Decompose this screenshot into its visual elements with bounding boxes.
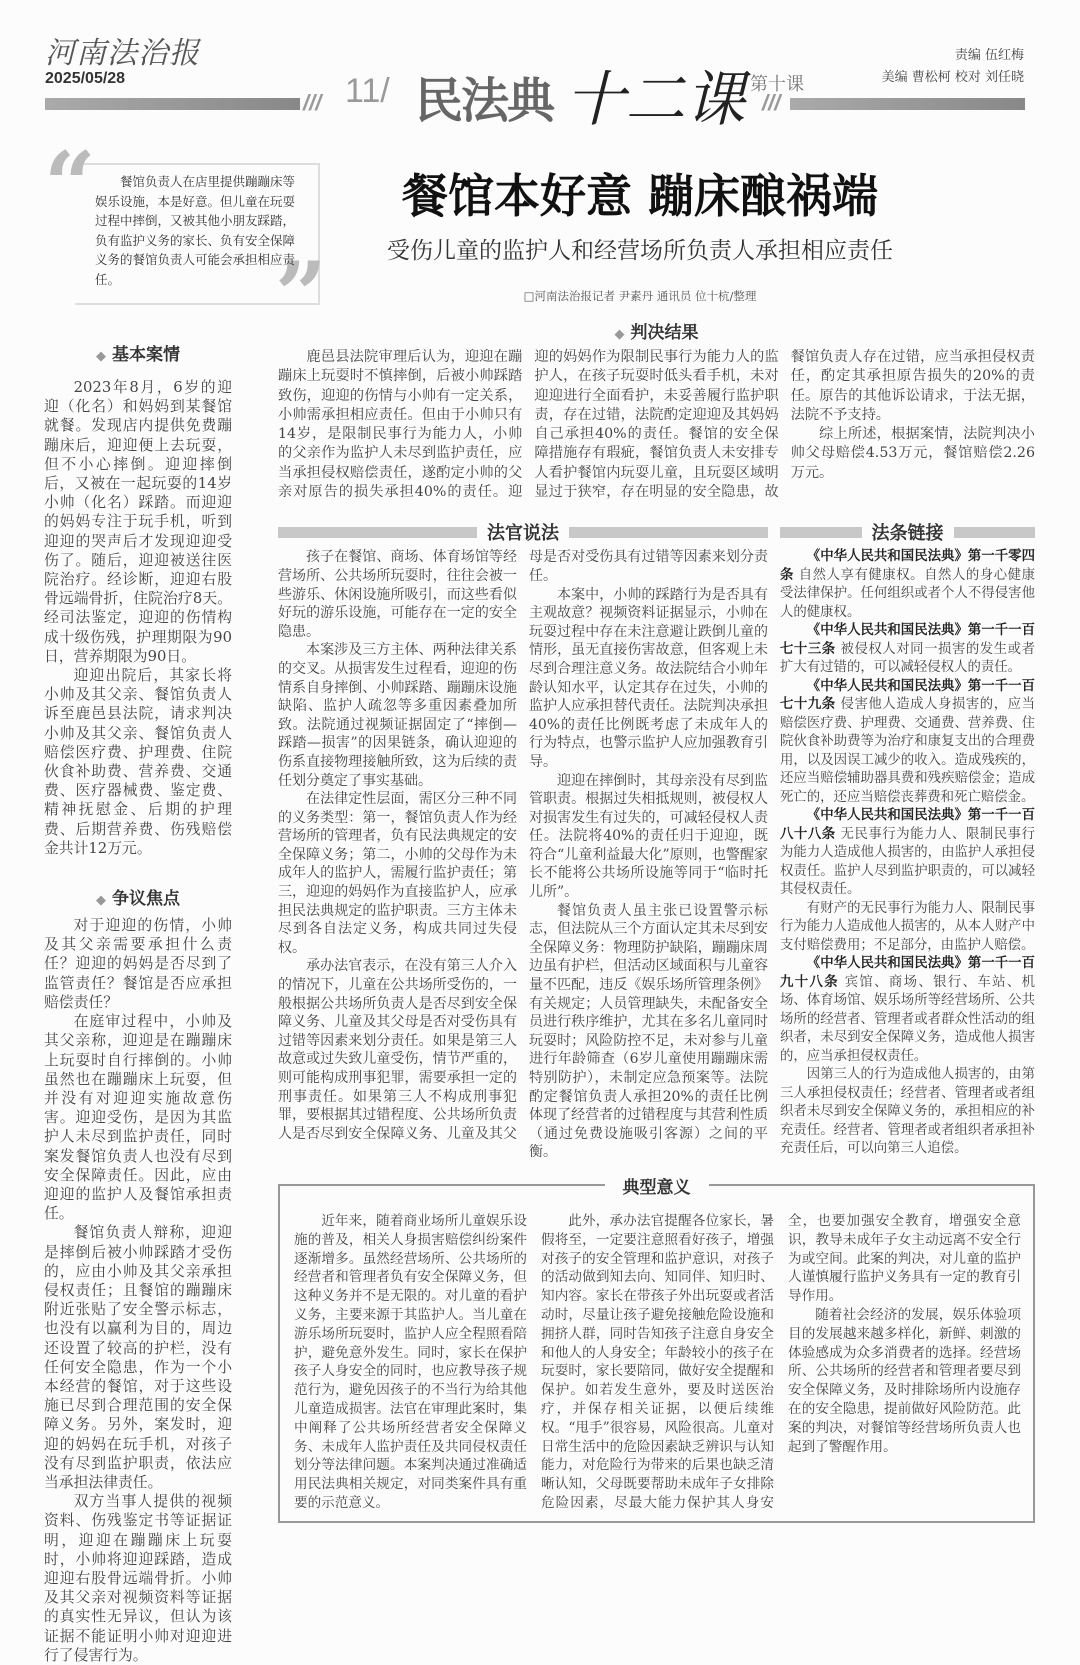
paragraph: 迎迎出院后，其家长将小帅及其父亲、餐馆负责人诉至鹿邑县法院，请求判决小帅及其父亲、餐馆负责人赔偿医疗费、护理费、住院伙食补助费、营养费、交通费、医疗器械费、鉴定费、精神抚慰金、后期的护理费、后期营养费、伤残赔偿金共计12万元。 [44, 667, 232, 857]
law-article-title: 《中华人民共和国民法典》第一千一百八十八条 [780, 808, 1035, 842]
diamond-icon: ◆ [614, 327, 625, 342]
section-header [780, 520, 1035, 544]
section-heading-significance: 典型意义 [605, 1173, 709, 1198]
paragraph: 随着社会经济的发展，娱乐体验项目的发展越来越多样化，新鲜、刺激的体验感成为众多消费者的选择。经营场所、公共场所的经营者和管理者要尽到安全保障义务，及时排除场所内设施存在的安全隐患，提前做好风险防范。此案的判决，对餐馆等经营场所负责人也起到了警醒作用。 [788, 1306, 1021, 1455]
pull-quote: 餐馆负责人在店里提供蹦蹦床等娱乐设施，本是好意。但儿童在玩耍过程中摔倒，又被其他小朋友踩踏，负有监护义务的家长、负有安全保障义务的餐馆负责人可能会承担相应责任。 [95, 174, 296, 287]
page-number: 11/ [345, 72, 390, 110]
law-article-body: 自然人享有健康权。自然人的身心健康受法律保护。任何组织或者个人不得侵害他人的健康权。 [780, 567, 1035, 620]
significance-text [294, 1212, 1021, 1513]
paragraph: 迎迎在摔倒时，其母亲没有尽到监管职责。根据过失相抵规则，被侵权人对损害发生有过失的，可减轻侵权人责任。法院将40%的责任归于迎迎，既符合“儿童利益最大化”原则，也警醒家长不能将公共场所设施等同于“临时托儿所”。 [529, 772, 768, 901]
paragraph: 餐馆负责人虽主张已设置警示标志，但法院从三个方面认定其未尽到安全保障义务：物理防护缺陷，蹦蹦床周边虽有护栏，但活动区域面积与儿童容量不匹配，违反《娱乐场所管理条例》有关规定；人员管理缺失，未配备安全员进行秩序维护，尤其在多名儿童同时玩耍时；风险防控不足，未对参与儿童进行年龄筛查（6岁儿童使用蹦蹦床需特别防护），未制定应急预案等。法院酌定餐馆负责人承担20%的责任比例体现了经营者的过错程度与其营利性质（通过免费设施吸引客源）之间的平衡。 [529, 902, 768, 1161]
section-rule [954, 527, 1036, 538]
section-title: 争议焦点 [112, 889, 180, 910]
close-quote-icon: ” [275, 242, 327, 348]
lesson-label: 第十课 [750, 74, 804, 95]
law-article-body: 被侵权人对同一损害的发生或者扩大有过错的，可以减轻侵权人的责任。 [780, 641, 1035, 676]
section-heading-basic-facts [44, 340, 232, 368]
diamond-icon: ◆ [96, 893, 106, 909]
diamond-icon: ◆ [96, 349, 106, 364]
law-article [780, 548, 1035, 622]
paragraph: 双方当事人提供的视频资料、伤残鉴定书等证据证明，迎迎在蹦蹦床上玩耍时，小帅将迎迎踩踏，造成迎迎右股骨远端骨折。小帅及其父亲对视频资料等证据的真实性无异议，但认为该证据不能证明小帅对迎迎进行了侵害行为。 [44, 1493, 232, 1664]
paragraph: 2023年8月，6岁的迎迎（化名）和妈妈到某餐馆就餐。发现店内提供免费蹦蹦床后，迎迎便上去玩耍，但不小心摔倒。迎迎摔倒后，又被在一起玩耍的14岁小帅（化名）踩踏。而迎迎的妈妈专注于玩手机，听到迎迎的哭声后才发现迎迎受伤了。随后，迎迎被送往医院治疗。经诊断，迎迎右股骨远端骨折，住院治疗8天。经司法鉴定，迎迎的伤情构成十级伤残，护理期限为90日，营养期限为90日。 [44, 379, 232, 665]
law-article-body: 侵害他人造成人身损害的，应当赔偿医疗费、护理费、交通费、营养费、住院伙食补助费等为治疗和康复支出的合理费用，以及因误工减少的收入。造成残疾的，还应当赔偿辅助器具费和残疾赔偿金；造成死亡的，还应当赔偿丧葬费和死亡赔偿金。 [780, 697, 1035, 805]
headline: 餐馆本好意 蹦床酿祸端 [401, 169, 878, 223]
law-article-title: 《中华人民共和国民法典》第一千一百九十八条 [780, 956, 1035, 990]
verdict-text [278, 348, 1035, 502]
newspaper-logo: 河南法治报 [45, 36, 200, 71]
law-article-title: 《中华人民共和国民法典》第一千一百七十三条 [780, 623, 1035, 657]
law-links-text [780, 548, 1035, 1159]
judge-says-text [278, 548, 768, 1162]
left-column [44, 340, 232, 1665]
section-title: 判决结果 [630, 323, 699, 343]
dispute-text [44, 916, 232, 1665]
paragraph: 综上所述，根据案情，法院判决小帅父母赔偿4.53万元，餐馆赔偿2.26万元。 [790, 426, 1035, 481]
section-heading-judge-says: 法官说法 [487, 523, 559, 545]
section-header [278, 520, 768, 544]
paragraph: 鹿邑县法院审理后认为，迎迎在蹦蹦床上玩耍时不慎摔倒，后被小帅踩踏致伤，迎迎的伤情与小帅有一定关系，小帅需承担相应责任。但由于小帅只有14岁，是限制民事行为能力人，小帅的父亲作为监护人未尽到监护责任，应当承担侵权赔偿责任，遂酌定小帅的父亲对原告的损失承担40%的责任。迎迎的妈妈作为限制民事行为能力人的监护人，在孩子玩耍时低头看手机，未对迎迎进行全面看护，未妥善履行监护职责，存在过错，法院酌定迎迎及其妈妈自己承担40%的责任。餐馆的安全保障措施存有瑕疵，餐馆负责人未安排专人看护餐馆内玩耍儿童，且玩耍区域明显过于狭窄，存在明显的安全隐患，故餐馆负责人存在过错，应当承担侵权责任，酌定其承担原告损失的20%的责任。原告的其他诉讼请求，于法无据，法院不予支持。 [278, 349, 1035, 501]
law-article [780, 678, 1035, 808]
paragraph: 近年来，随着商业场所儿童娱乐设施的普及，相关人身损害赔偿纠纷案件逐渐增多。虽然经营场所、公共场所的经营者和管理者负有安全保障义务，但这种义务并不是无限的。对儿童的看护义务，主要来源于其监护人。当儿童在游乐场所玩耍时，监护人应全程照看陪护，避免意外发生。同时，家长在保护孩子人身安全的同时，也应教导孩子规范行为，避免因孩子的不当行为给其他儿童造成损害。法官在审理此案时，集中阐释了公共场所经营者安全保障义务、未成年人监护责任及共同侵权责任划分等法律问题。本案判决通过准确适用民法典相关规定，对同类案件具有重要的示范意义。 [294, 1212, 527, 1511]
header-slashes-right: /// [762, 90, 781, 115]
section-heading-law-links: 法条链接 [871, 523, 944, 545]
byline: □河南法治报记者 尹素丹 通讯员 位十杭/整理 [523, 289, 757, 303]
significance-box [278, 1177, 1035, 1523]
paragraph: 承办法官表示，在没有第三人介入的情况下，儿童在公共场所受伤的，一般根据公共场所负责人是否尽到安全保障义务、儿童及其父母是否对受伤具有过错等因素来划分责任。如果是第三人故意或过失致儿童受伤，情节严重的，则可能构成刑事犯罪，需要承担一定的刑事责任。如果第三人不构成刑事犯罪，要根据其过错程度、公共场所负责人是否尽到安全保障义务、儿童及其父母是否对受伤具有过错等因素来划分责任。 [278, 549, 768, 1142]
law-article [780, 622, 1035, 678]
section-title: 基本案情 [112, 345, 180, 365]
judge-says-section [278, 520, 768, 1162]
credit-line: 美编 曹松柯 校对 刘任晓 [881, 70, 1024, 85]
law-article-body: 无民事行为能力人、限制民事行为能力人造成他人损害的，由监护人承担侵权责任。监护人尽到监护职责的，可以减轻其侵权责任。 [780, 826, 1035, 898]
paragraph: 本案中，小帅的踩踏行为是否具有主观故意？视频资料证据显示，小帅在玩耍过程中存在未注意避让跌倒儿童的情形，虽无直接伤害故意，但客观上未尽到合理注意义务。故法院结合小帅年龄认知水平，认定其存在过失，小帅的监护人应承担替代责任。法院判决承担40%的责任比例既考虑了未成年人的行为特点，也警示监护人应加强教育引导。 [529, 586, 768, 770]
paragraph: 餐馆负责人辩称，迎迎是摔倒后被小帅踩踏才受伤的，应由小帅及其父亲承担侵权责任；且餐馆的蹦蹦床附近张贴了安全警示标志，也没有以赢利为目的，周边还设置了较高的护栏，没有任何安全隐患，作为一个小本经营的餐馆，对于这些设施已尽到合理范围的安全保障义务。另外，案发时，迎迎的妈妈在玩手机，对孩子没有尽到监护职责，依法应当承担法律责任。 [44, 1224, 232, 1491]
paragraph: 对于迎迎的伤情，小帅及其父亲需要承担什么责任？迎迎的妈妈是否尽到了监管责任？餐馆是否应承担赔偿责任？ [44, 917, 232, 1011]
header-rule-left [45, 98, 300, 110]
paragraph: 在庭审过程中，小帅及其父亲称，迎迎是在蹦蹦床上玩耍时自行摔倒的。小帅虽然也在蹦蹦床上玩耍，但并没有对迎迎实施故意伤害。迎迎受伤，是因为其监护人未尽到监护责任，同时案发餐馆负责人也没有尽到安全保障责任。因此，应由迎迎的监护人及餐馆承担责任。 [44, 1013, 232, 1223]
law-article-title: 《中华人民共和国民法典》第一千零四条 [780, 549, 1035, 583]
column-title: 民法典 [415, 73, 554, 129]
open-quote-icon: “ [44, 132, 96, 238]
main-article-area [278, 318, 1035, 1523]
column-title-script: 十二课 [565, 65, 745, 135]
issue-date: 2025/05/28 [45, 70, 126, 87]
paragraph: 此外，承办法官提醒各位家长，暑假将至，一定要注意照看好孩子，增强对孩子的安全管理和监护意识，对孩子的活动做到知去向、知同伴、知归时、知内容。家长在带孩子外出玩耍或者活动时，尽量让孩子避免接触危险设施和拥挤人群，同时告知孩子注意自身安全和他人的人身安全；年龄较小的孩子在玩耍时，家长要陪同，做好安全提醒和保护。如若发生意外，要及时送医治疗，并保存相关证据，以便后续维权。“甩手”很容易，风险很高。儿童对日常生活中的危险因素缺乏辨识与认知能力，对危险行为带来的后果也缺乏清晰认知，父母既要帮助未成年子女排除危险因素，尽最大能力保护其人身安全，也要加强安全教育，增强安全意识，教导未成年子女主动远离不安全行为或空间。此案的判决，对儿童的监护人谨慎履行监护义务具有一定的教育引导作用。 [541, 1212, 1021, 1511]
middle-row [278, 520, 1035, 1162]
subheadline: 受伤儿童的监护人和经营场所负责人承担相应责任 [387, 238, 893, 264]
law-article-body: 宾馆、商场、银行、车站、机场、体育场馆、娱乐场所等经营场所、公共场所的经营者、管理者或者群众性活动的组织者，未尽到安全保障义务，造成他人损害的，应当承担侵权责任。 [780, 974, 1036, 1064]
law-article-title: 《中华人民共和国民法典》第一千一百七十九条 [780, 678, 1035, 713]
header-rule-right [790, 98, 1025, 110]
section-rule [780, 527, 862, 538]
law-article [780, 955, 1035, 1066]
paragraph: 孩子在餐馆、商场、体育场馆等经营场所、公共场所玩耍时，往往会被一些游乐、休闲设施所吸引，而这些看似好玩的游乐设施，可能存在一定的安全隐患。 [278, 549, 517, 640]
section-rule [278, 527, 477, 538]
law-article-paragraph: 有财产的无民事行为能力人、限制民事行为能力人造成他人损害的，从本人财产中支付赔偿费用；不足部分，由监护人赔偿。 [780, 900, 1035, 953]
law-article-paragraph: 因第三人的行为造成他人损害的，由第三人承担侵权责任；经营者、管理者或者组织者未尽到安全保障义务的，承担相应的补充责任。经营者、管理者或者组织者承担补充责任后，可以向第三人追偿。 [780, 1067, 1035, 1157]
header-slashes-left: /// [303, 90, 322, 115]
section-heading-dispute [44, 884, 232, 912]
paragraph: 在法律定性层面，需区分三种不同的义务类型：第一，餐馆负责人作为经营场所的管理者，负有民法典规定的安全保障义务；第二，小帅的父母作为未成年人的监护人，需履行监护责任；第三，迎迎的妈妈作为直接监护人，应承担民法典规定的监护职责。三方主体未尽到各自法定义务，构成共同过失侵权。 [278, 791, 517, 956]
credit-line: 责编 伍红梅 [954, 48, 1024, 63]
law-article [780, 807, 1035, 900]
paragraph: 本案涉及三方主体、两种法律关系的交叉。从损害发生过程看，迎迎的伤情系自身摔倒、小帅踩踏、蹦蹦床设施缺陷、监护人疏忽等多重因素叠加所致。法院通过视频证据固定了“摔倒—踩踏—损害”的因果链条，确认迎迎的伤系直接物理接触所致，这为后续的责任划分奠定了事实基础。 [278, 642, 517, 789]
section-rule [569, 527, 768, 538]
law-links-section [780, 520, 1035, 1159]
editor-credits [882, 45, 1024, 89]
section-heading-verdict [278, 318, 1035, 348]
basic-facts-text [44, 378, 232, 858]
